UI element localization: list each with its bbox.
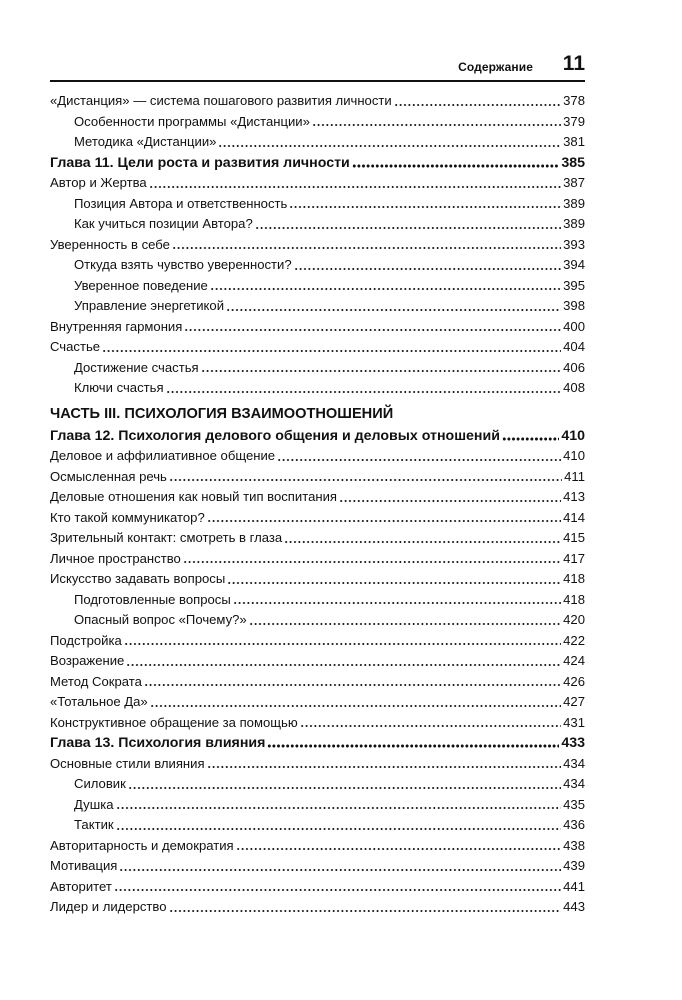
dot-leader <box>312 113 561 126</box>
toc-entry-title: Уверенное поведение <box>74 277 208 293</box>
toc-entry-page: 389 <box>563 216 585 231</box>
toc-entry-page: 415 <box>563 530 585 545</box>
toc-entry[interactable] <box>50 856 585 877</box>
toc-entry-page: 439 <box>563 858 585 873</box>
toc-chapter-entry[interactable] <box>50 153 585 174</box>
dot-leader <box>201 359 562 372</box>
dot-leader <box>267 734 559 748</box>
toc-block-1 <box>50 91 585 399</box>
toc-entry-title: Уверенность в себе <box>50 236 170 252</box>
toc-entry-title: Метод Сократа <box>50 673 142 689</box>
toc-entry-page: 420 <box>563 612 585 627</box>
toc-entry-page: 434 <box>563 776 585 791</box>
toc-subentry[interactable] <box>50 358 585 379</box>
toc-entry[interactable] <box>50 877 585 898</box>
toc-entry-page: 398 <box>563 298 585 313</box>
dot-leader <box>183 550 561 563</box>
toc-entry-page: 434 <box>563 755 585 771</box>
toc-subentry[interactable] <box>50 276 585 297</box>
toc-entry-page: 408 <box>563 380 585 395</box>
toc-entry-title: Как учиться позиции Автора? <box>74 216 253 231</box>
dot-leader <box>339 489 561 502</box>
toc-entry[interactable] <box>50 91 585 112</box>
toc-entry-title: Автор и Жертва <box>50 175 147 190</box>
toc-entry-page: 426 <box>563 673 585 689</box>
dot-leader <box>102 339 561 352</box>
toc-entry-title: Силовик <box>74 776 126 791</box>
dot-leader <box>207 755 562 768</box>
dot-leader <box>119 858 561 871</box>
toc-entry-page: 387 <box>563 175 585 190</box>
part-heading: ЧАСТЬ III. ПСИХОЛОГИЯ ВЗАИМООТНОШЕНИЙ <box>50 405 394 422</box>
dot-leader <box>236 837 562 850</box>
toc-entry-title: Методика «Дистанции» <box>74 134 217 149</box>
toc-entry[interactable] <box>50 672 585 693</box>
toc-subentry[interactable] <box>50 194 585 215</box>
toc-subentry[interactable] <box>50 590 585 611</box>
dot-leader <box>207 509 561 522</box>
toc-entry-page: 393 <box>563 236 585 252</box>
dot-leader <box>289 195 561 208</box>
toc-chapter-entry[interactable] <box>50 426 585 447</box>
toc-entry-title: Возражение <box>50 653 125 668</box>
toc-entry-page: 414 <box>563 509 585 525</box>
toc-entry[interactable] <box>50 836 585 857</box>
toc-subentry[interactable] <box>50 610 585 631</box>
toc-entry-title: Откуда взять чувство уверенности? <box>74 257 292 272</box>
dot-leader <box>227 571 561 584</box>
toc-entry-page: 417 <box>563 550 585 566</box>
toc-entry-page: 438 <box>563 837 585 853</box>
toc-entry-title: Авторитет <box>50 878 112 894</box>
toc-entry-page: 424 <box>563 653 585 668</box>
toc-entry[interactable] <box>50 235 585 256</box>
toc-entry-title: Опасный вопрос «Почему?» <box>74 612 247 627</box>
toc-entry-title: Личное пространство <box>50 550 181 566</box>
toc-entry-page: 395 <box>563 277 585 293</box>
toc-subentry[interactable] <box>50 378 585 399</box>
toc-entry[interactable] <box>50 651 585 672</box>
toc-entry-page: 379 <box>563 113 585 129</box>
toc-entry-title: Душка <box>74 796 114 812</box>
toc-entry-title: Глава 13. Психология влияния <box>50 735 266 752</box>
dot-leader <box>502 427 559 441</box>
dot-leader <box>124 632 561 645</box>
toc-subentry[interactable] <box>50 795 585 816</box>
toc-entry-page: 378 <box>563 93 585 108</box>
running-header-section: Содержание <box>458 60 533 74</box>
toc-entry-title: Глава 11. Цели роста и развития личности <box>50 154 350 171</box>
toc-entry-title: Конструктивное обращение за помощью <box>50 714 298 730</box>
toc-entry-title: Мотивация <box>50 858 118 873</box>
toc-entry[interactable] <box>50 569 585 590</box>
toc-entry-page: 385 <box>561 154 585 171</box>
toc-entry-page: 394 <box>563 257 585 272</box>
toc-entry-title: «Тотальное Да» <box>50 694 148 709</box>
toc-entry-title: «Дистанция» — система пошагового развития личности <box>50 93 392 108</box>
dot-leader <box>233 591 561 604</box>
toc-entry-title: Подстройка <box>50 632 122 648</box>
toc-entry[interactable] <box>50 467 585 488</box>
toc-entry[interactable] <box>50 713 585 734</box>
dot-leader <box>169 899 562 912</box>
toc-entry-title: Ключи счастья <box>74 380 164 395</box>
dot-leader <box>126 653 561 666</box>
dot-leader <box>116 817 562 830</box>
toc-entry-page: 435 <box>563 796 585 812</box>
toc-entry-page: 406 <box>563 359 585 375</box>
page-number: 11 <box>562 52 585 75</box>
dot-leader <box>352 154 560 168</box>
toc-entry-title: Авторитарность и демократия <box>50 837 234 853</box>
toc-entry[interactable] <box>50 317 585 338</box>
toc-entry-page: 410 <box>561 427 585 444</box>
toc-entry-page: 418 <box>563 591 585 607</box>
toc-subentry[interactable] <box>50 296 585 317</box>
toc-entry-page: 441 <box>563 878 585 894</box>
dot-leader <box>277 448 561 461</box>
dot-leader <box>184 318 561 331</box>
toc-entry-title: Тактик <box>74 817 114 832</box>
toc-entry[interactable] <box>50 446 585 467</box>
toc-entry-page: 422 <box>563 632 585 648</box>
toc-entry-title: Счастье <box>50 339 101 354</box>
toc-block-2 <box>50 426 585 918</box>
toc-subentry[interactable] <box>50 112 585 133</box>
toc-entry-title: Лидер и лидерство <box>50 899 167 914</box>
dot-leader <box>294 257 562 270</box>
toc-entry[interactable] <box>50 549 585 570</box>
toc-entry-page: 413 <box>563 489 585 504</box>
toc-subentry[interactable] <box>50 255 585 276</box>
toc-entry-title: Позиция Автора и ответственность <box>74 195 288 211</box>
toc-entry-page: 389 <box>563 195 585 211</box>
toc-entry-page: 381 <box>563 134 585 149</box>
toc-entry-title: Кто такой коммуникатор? <box>50 509 205 525</box>
toc-entry-page: 436 <box>563 817 585 832</box>
toc-entry[interactable] <box>50 692 585 713</box>
toc-chapter-entry[interactable] <box>50 733 585 754</box>
toc-entry[interactable] <box>50 754 585 775</box>
toc-entry-page: 431 <box>563 714 585 730</box>
dot-leader <box>116 796 562 809</box>
toc-entry-page: 404 <box>563 339 585 354</box>
dot-leader <box>150 694 561 707</box>
toc-subentry[interactable] <box>50 214 585 235</box>
dot-leader <box>114 878 561 891</box>
toc-entry-title: Искусство задавать вопросы <box>50 571 226 586</box>
toc-entry-page: 443 <box>563 899 585 914</box>
toc-entry-page: 410 <box>563 448 585 463</box>
toc-entry-title: Зрительный контакт: смотреть в глаза <box>50 530 283 545</box>
toc-entry-title: Внутренняя гармония <box>50 318 183 334</box>
dot-leader <box>249 612 561 625</box>
dot-leader <box>394 93 561 106</box>
table-of-contents <box>50 91 585 918</box>
toc-entry[interactable] <box>50 508 585 529</box>
toc-entry-title: Особенности программы «Дистанции» <box>74 113 310 129</box>
toc-entry-page: 433 <box>561 735 585 752</box>
toc-entry-title: Достижение счастья <box>74 359 199 375</box>
toc-entry-title: Подготовленные вопросы <box>74 591 231 607</box>
toc-entry-page: 418 <box>563 571 585 586</box>
dot-leader <box>255 216 561 229</box>
dot-leader <box>169 468 562 481</box>
dot-leader <box>149 175 561 188</box>
dot-leader <box>172 236 561 249</box>
toc-entry[interactable] <box>50 897 585 918</box>
toc-entry-title: Глава 12. Психология делового общения и деловых отношений <box>50 427 500 444</box>
toc-entry[interactable] <box>50 528 585 549</box>
dot-leader <box>128 776 561 789</box>
dot-leader <box>226 298 561 311</box>
toc-subentry[interactable] <box>50 774 585 795</box>
dot-leader <box>166 380 562 393</box>
toc-subentry[interactable] <box>50 815 585 836</box>
dot-leader <box>218 134 561 147</box>
toc-entry-title: Управление энергетикой <box>74 298 225 313</box>
dot-leader <box>300 714 561 727</box>
toc-subentry[interactable] <box>50 132 585 153</box>
toc-entry-page: 400 <box>563 318 585 334</box>
toc-entry-page: 427 <box>563 694 585 709</box>
dot-leader <box>210 277 561 290</box>
running-header <box>50 50 585 82</box>
toc-entry-title: Деловое и аффилиативное общение <box>50 448 276 463</box>
toc-entry[interactable] <box>50 631 585 652</box>
toc-entry[interactable] <box>50 337 585 358</box>
dot-leader <box>284 530 561 543</box>
toc-entry-page: 411 <box>564 468 585 484</box>
toc-entry-title: Основные стили влияния <box>50 755 205 771</box>
toc-entry-title: Деловые отношения как новый тип воспитания <box>50 489 337 504</box>
toc-entry[interactable] <box>50 487 585 508</box>
dot-leader <box>144 673 561 686</box>
toc-entry-title: Осмысленная речь <box>50 468 167 484</box>
toc-entry[interactable] <box>50 173 585 194</box>
